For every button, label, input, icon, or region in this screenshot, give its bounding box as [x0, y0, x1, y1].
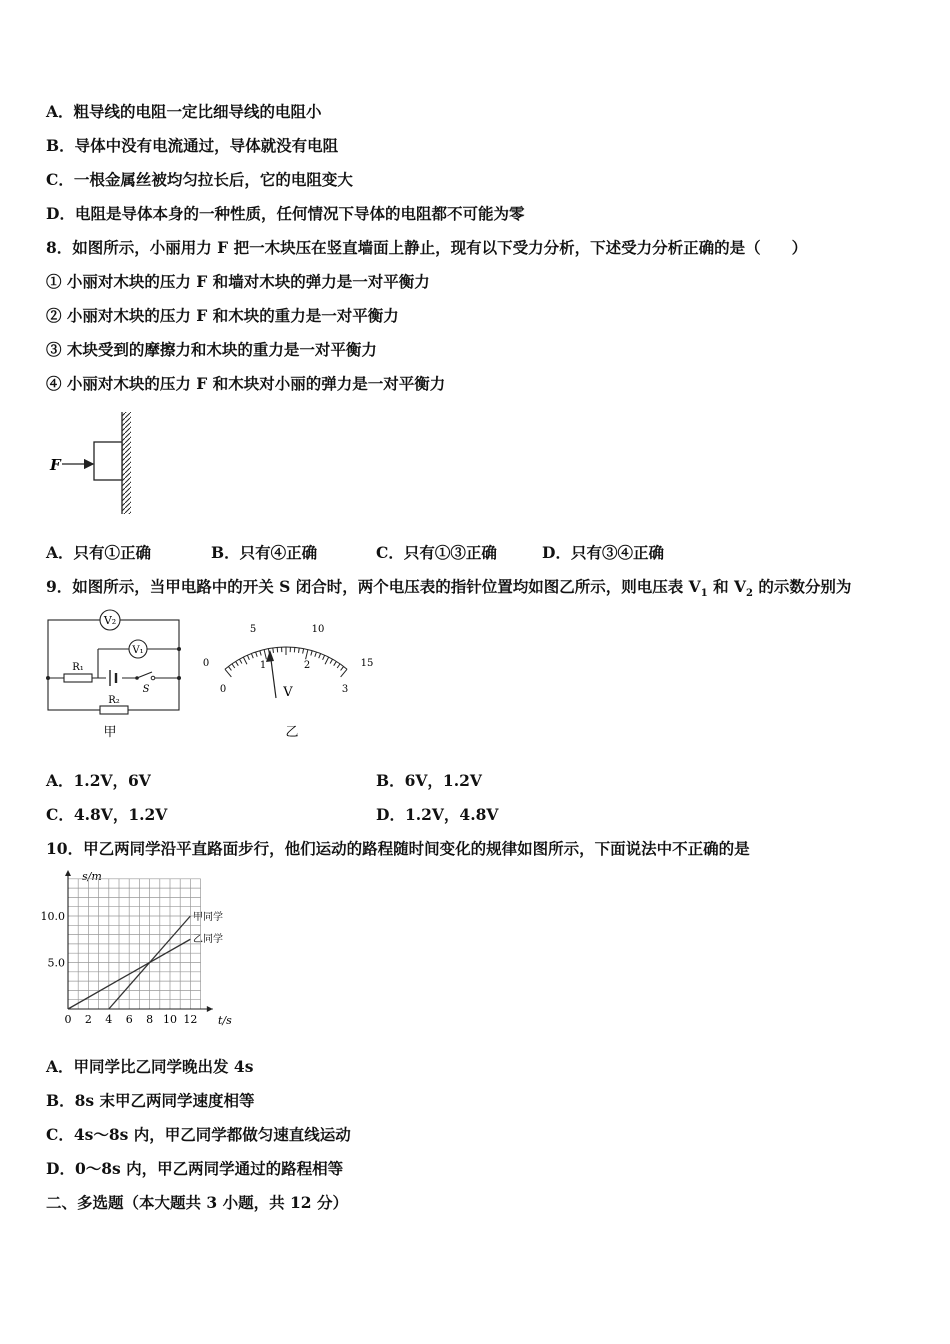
dial-lower-3: 3 [341, 684, 349, 695]
y-tick-label: 10.0 [40, 910, 65, 923]
dial-tick [306, 650, 308, 660]
q7-option-b: B．导体中没有电流通过，导体就没有电阻 [46, 136, 339, 155]
dial-tick [315, 652, 317, 657]
dial-tick [225, 669, 231, 677]
q8-statement-2: ② 小丽对木块的压力 F 和木块的重力是一对平衡力 [46, 306, 399, 325]
q9-circuit-diagram [40, 606, 190, 746]
section-heading-multiple-choice: 二、多选题（本大题共 3 小题，共 12 分） [46, 1193, 348, 1212]
dial-tick [341, 666, 344, 670]
dial-tick [334, 661, 337, 665]
dial-tick [228, 666, 231, 670]
switch-pivot [135, 676, 139, 680]
legend-jia: 甲同学 [193, 912, 223, 923]
dial-tick [251, 654, 253, 659]
y-axis-arrow [65, 870, 71, 876]
q7-option-a: A．粗导线的电阻一定比细导线的电阻小 [46, 102, 322, 121]
x-tick-label: 6 [125, 1013, 133, 1026]
q8-option-c: C．只有①③正确 [376, 543, 497, 562]
dial-lower-1: 1 [259, 660, 267, 671]
dial-tick [325, 657, 329, 664]
q8-stem: 8．如图所示，小丽用力 F 把一木块压在竖直墙面上静止，现有以下受力分析，下述受力分析正确的是（ ） [46, 238, 808, 257]
q8-statement-4: ④ 小丽对木块的压力 F 和木块对小丽的弹力是一对平衡力 [46, 374, 446, 393]
force-label: F [50, 456, 61, 474]
wood-block [94, 442, 122, 480]
dial-tick [273, 648, 274, 653]
y-tick-label: 5.0 [47, 956, 65, 970]
q8-option-d: D．只有③④正确 [542, 543, 664, 562]
q10-option-c: C．4s～8s 内，甲乙同学都做匀速直线运动 [46, 1125, 351, 1144]
junction-right [177, 676, 181, 680]
q10-option-d: D．0～8s 内，甲乙两同学通过的路程相等 [46, 1159, 344, 1178]
s-label: S [142, 684, 150, 695]
x-tick-label: 0 [64, 1013, 72, 1026]
x-axis-arrow [207, 1006, 213, 1012]
q8-statement-3: ③ 木块受到的摩擦力和木块的重力是一对平衡力 [46, 340, 377, 359]
q9-option-a: A．1.2V，6V [46, 771, 151, 790]
dial-tick [299, 648, 300, 653]
dial-tick [247, 655, 249, 660]
q9-stem: 9．如图所示，当甲电路中的开关 S 闭合时，两个电压表的指针位置均如图乙所示，则电压表 $V_1$ 和 $V_2$ 的示数分别为 [46, 577, 852, 600]
q9-voltmeter-dial [196, 612, 386, 742]
legend-yi: 乙同学 [193, 934, 223, 945]
v2-label: V₂ [103, 614, 117, 627]
chart-grid [68, 879, 201, 1009]
dial-tick [330, 659, 332, 663]
dial-tick [256, 652, 258, 657]
q9-option-c: C．4.8V，1.2V [46, 805, 168, 824]
r1-label: R₁ [72, 662, 84, 673]
dial-tick [236, 661, 239, 665]
q7-option-d: D．电阻是导体本身的一种性质，任何情况下导体的电阻都不可能为零 [46, 204, 525, 223]
q10-option-a: A．甲同学比乙同学晚出发 4s [46, 1057, 254, 1076]
dial-caption: 乙 [285, 725, 299, 740]
q9-option-d: D．1.2V，4.8V [376, 805, 499, 824]
q10-distance-time-chart [40, 866, 240, 1028]
q9-option-b: B．6V，1.2V [376, 771, 482, 790]
dial-tick [337, 664, 340, 668]
resistor-r2 [100, 706, 128, 714]
dial-tick [341, 669, 347, 677]
q8-option-a: A．只有①正确 [46, 543, 152, 562]
dial-tick [239, 659, 241, 663]
dial-tick [232, 664, 235, 668]
dial-unit: V [283, 685, 293, 700]
q10-stem: 10．甲乙两同学沿平直路面步行，他们运动的路程随时间变化的规律如图所示，下面说法中不正确的是 [46, 839, 750, 858]
wall-hatch [122, 412, 131, 514]
chart-ylabel: s/m [82, 870, 102, 883]
dial-upper-5: 5 [249, 624, 257, 635]
dial-tick [264, 650, 266, 660]
x-tick-label: 4 [105, 1013, 113, 1026]
dial-lower-2: 2 [303, 660, 311, 671]
dial-tick [243, 657, 247, 664]
x-tick-label: 8 [146, 1013, 154, 1026]
dial-upper-10: 10 [311, 624, 325, 635]
dial-tick [311, 651, 312, 656]
q8-statement-1: ① 小丽对木块的压力 F 和墙对木块的弹力是一对平衡力 [46, 272, 430, 291]
x-tick-label: 12 [183, 1013, 198, 1026]
v1-label: V₁ [132, 645, 144, 656]
dial-upper-0: 0 [202, 658, 210, 669]
circuit-caption: 甲 [103, 725, 117, 740]
dial-upper-15: 15 [360, 658, 374, 669]
dial-tick [260, 651, 261, 656]
resistor-r1 [64, 674, 92, 682]
x-tick-label: 2 [84, 1013, 92, 1026]
x-tick-label: 10 [163, 1013, 177, 1026]
r2-label: R₂ [108, 695, 120, 706]
q10-option-b: B．8s 末甲乙两同学速度相等 [46, 1091, 255, 1110]
q8-option-b: B．只有④正确 [211, 543, 318, 562]
dial-tick [303, 649, 304, 654]
chart-xlabel: t/s [218, 1014, 232, 1027]
dial-lower-0: 0 [219, 684, 227, 695]
q7-option-c: C．一根金属丝被均匀拉长后，它的电阻变大 [46, 170, 353, 189]
junction-left [46, 676, 50, 680]
dial-tick [323, 655, 325, 660]
dial-tick [319, 654, 321, 659]
q8-force-figure [40, 408, 150, 518]
